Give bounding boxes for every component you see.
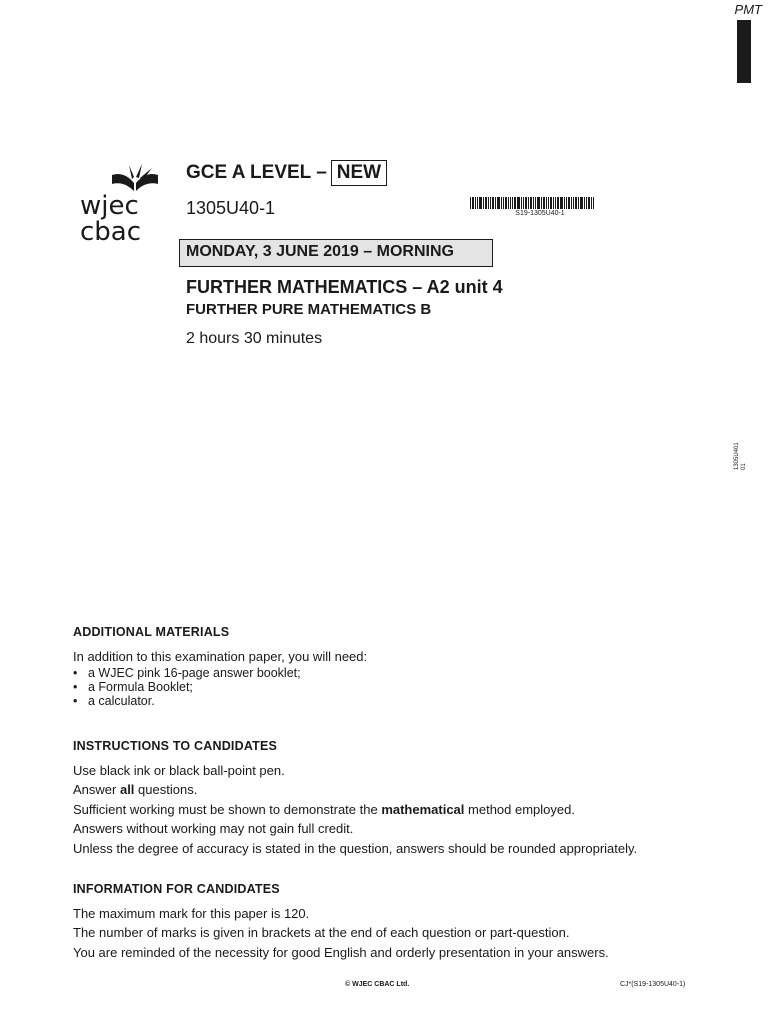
exam-level: [186, 160, 387, 186]
logo-text-cbac: cbac: [80, 217, 142, 247]
list-item: • a Formula Booklet;: [73, 680, 733, 694]
barcode-bar: [490, 197, 491, 209]
materials-list: [73, 666, 733, 708]
barcode-bar: [514, 197, 516, 209]
instructions-section: [73, 737, 733, 858]
exam-date: MONDAY, 3 JUNE 2019 – MORNING: [186, 243, 454, 260]
barcode-bar: [530, 197, 532, 209]
barcode-bar: [475, 197, 476, 209]
barcode-bar: [535, 197, 536, 209]
barcode-bar: [573, 197, 574, 209]
side-code-line1: 1305U401: [734, 442, 740, 470]
barcode-bar: [580, 197, 583, 209]
barcode-bar: [497, 197, 500, 209]
barcode-bar: [477, 197, 478, 209]
barcode-bar: [528, 197, 529, 209]
text-segment: method employed.: [464, 801, 575, 817]
barcode-bar: [495, 197, 496, 209]
edge-marker-bar: [737, 20, 751, 83]
barcode-bar: [571, 197, 572, 209]
barcode-bar: [586, 197, 587, 209]
barcode-bar: [517, 197, 520, 209]
barcode-bar: [546, 197, 547, 209]
instruction-line: [73, 800, 733, 820]
exam-code: 1305U40-1: [186, 198, 276, 218]
barcode-bar: [560, 197, 563, 209]
barcode-bar: [557, 197, 559, 209]
barcode-bar: [492, 197, 494, 209]
barcode-bar: [548, 197, 549, 209]
text-segment: questions.: [134, 782, 198, 797]
barcode-bar: [523, 197, 524, 209]
barcode-bar: [521, 197, 522, 209]
instruction-line: [73, 780, 733, 800]
barcode-bar: [550, 197, 552, 209]
barcode-bar: [470, 197, 471, 209]
information-line: The maximum mark for this paper is 120.: [73, 905, 310, 921]
pmt-label: PMT: [734, 2, 762, 17]
barcode-bar: [555, 197, 556, 209]
text-segment: Answer: [73, 782, 120, 797]
barcode-bar: [578, 197, 579, 209]
barcode-bar: [510, 197, 511, 209]
barcode: [470, 197, 610, 217]
barcode-bar: [508, 197, 509, 209]
list-item: • a WJEC pink 16-page answer booklet;: [73, 666, 733, 680]
information-heading: INFORMATION FOR CANDIDATES: [73, 882, 280, 896]
wjec-cbac-logo: [80, 163, 160, 245]
barcode-bar: [483, 197, 484, 209]
instruction-line: Answers without working may not gain full credit.: [73, 821, 354, 836]
barcode-label: S19-1305U40-1: [515, 210, 565, 217]
side-code: [734, 442, 748, 470]
instruction-line: Unless the degree of accuracy is stated in the question, answers should be rounded appropriately.: [73, 840, 638, 856]
barcode-bar: [512, 197, 513, 209]
barcode-bar: [575, 197, 577, 209]
barcode-bars: [470, 197, 610, 209]
barcode-bar: [553, 197, 554, 209]
barcode-bar: [593, 197, 594, 209]
additional-materials-heading: ADDITIONAL MATERIALS: [73, 625, 230, 639]
exam-duration: 2 hours 30 minutes: [186, 330, 323, 347]
barcode-bar: [472, 197, 474, 209]
barcode-bar: [537, 197, 540, 209]
information-section: [73, 880, 733, 962]
information-line: You are reminded of the necessity for good English and orderly presentation in your answers.: [73, 944, 609, 960]
bold-segment: all: [119, 782, 135, 797]
barcode-bar: [485, 197, 487, 209]
barcode-bar: [566, 197, 567, 209]
list-item: • a calculator.: [73, 694, 733, 708]
barcode-bar: [501, 197, 502, 209]
subject-subtitle: FURTHER PURE MATHEMATICS B: [186, 301, 432, 318]
information-line: The number of marks is given in brackets at the end of each question or part-question.: [73, 925, 570, 940]
barcode-bar: [584, 197, 585, 209]
footer-reference: CJ*(S19-1305U40-1): [620, 981, 686, 988]
barcode-bar: [488, 197, 489, 209]
barcode-bar: [564, 197, 565, 209]
bold-segment: mathematical: [381, 801, 465, 817]
exam-level-text: GCE A LEVEL –: [186, 162, 327, 183]
additional-materials-intro: In addition to this examination paper, you will need:: [73, 648, 368, 664]
barcode-bar: [479, 197, 482, 209]
new-badge: NEW: [331, 160, 387, 186]
additional-materials-section: [73, 623, 733, 708]
instructions-heading: INSTRUCTIONS TO CANDIDATES: [73, 739, 278, 753]
barcode-bar: [543, 197, 545, 209]
instruction-line: Use black ink or black ball-point pen.: [73, 762, 285, 778]
barcode-bar: [505, 197, 507, 209]
barcode-bar: [591, 197, 592, 209]
book-icon: [110, 163, 160, 193]
subject-title: FURTHER MATHEMATICS – A2 unit 4: [186, 277, 503, 297]
barcode-bar: [525, 197, 527, 209]
barcode-bar: [588, 197, 590, 209]
barcode-bar: [541, 197, 542, 209]
barcode-bar: [533, 197, 534, 209]
logo-text-wjec: wjec: [80, 191, 139, 221]
barcode-bar: [503, 197, 504, 209]
side-code-line2: 01: [741, 463, 747, 470]
footer-copyright: © WJEC CBAC Ltd.: [345, 981, 410, 988]
text-segment: Sufficient working must be shown to demonstrate the: [73, 801, 382, 817]
barcode-bar: [568, 197, 570, 209]
